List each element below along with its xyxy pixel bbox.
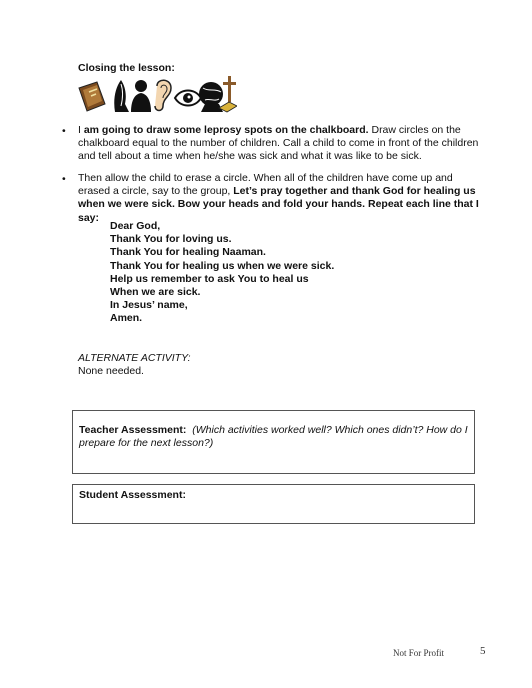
teacher-assessment-prompt: (Which activities worked well? Which ones didn’t? How do I prepare for the next lesson?) <box>79 424 468 449</box>
paragraph-erase-circle <box>78 172 483 225</box>
bullet-1: • <box>62 125 66 137</box>
teacher-assessment-text <box>79 424 469 450</box>
prayer-line: Thank You for loving us. <box>110 233 232 246</box>
child-silhouette-icon <box>131 80 151 112</box>
page-number: 5 <box>480 645 486 657</box>
para2-lead: Then allow the child to erase a circle. When all of the children have come up and erased a circle, say to the group, <box>78 172 453 198</box>
teacher-assessment-label: Teacher Assessment: <box>79 424 187 436</box>
praying-hands-icon <box>114 80 129 112</box>
footer-note: Not For Profit <box>393 648 445 658</box>
eye-icon <box>175 91 201 106</box>
prayer-line: Help us remember to ask You to heal us <box>110 272 309 285</box>
alternate-activity-title: ALTERNATE ACTIVITY: <box>78 352 191 364</box>
prayer-line: Dear God, <box>110 220 161 232</box>
paragraph-draw-spots <box>78 124 483 164</box>
prayer-line: Amen. <box>110 312 143 325</box>
para2-bold: Let’s pray together and thank God for healing us when we were sick. Bow your heads and fold your hands. Repeat each line that I say: <box>78 185 479 224</box>
para1-bold: am going to draw some leprosy spots on the chalkboard. <box>83 124 369 136</box>
bible-book-icon <box>79 82 105 111</box>
bullet-2: • <box>62 173 66 185</box>
prayer-line: Thank You for healing Naaman. <box>110 246 266 259</box>
ear-icon <box>155 80 171 110</box>
student-assessment-box[interactable] <box>72 484 475 524</box>
section-heading: Closing the lesson: <box>78 62 175 74</box>
para1-rest: Draw circles on the chalkboard equal to the number of children. Call a child to come in front of the children and tell about a time when he/she was sick and what it was like to be sick. <box>78 124 479 163</box>
alternate-activity-body: None needed. <box>78 365 144 377</box>
student-assessment-text <box>79 489 469 502</box>
prayer-line: Thank You for healing us when we were sick. <box>110 259 335 272</box>
prayer-line: When we are sick. <box>110 285 201 298</box>
lesson-icons-strip <box>77 74 237 114</box>
prayer-line: In Jesus’ name, <box>110 299 188 312</box>
student-assessment-label: Student Assessment: <box>79 489 186 501</box>
prayer-block <box>110 220 334 326</box>
para1-lead: I <box>78 124 84 136</box>
teacher-assessment-box[interactable] <box>72 410 475 474</box>
